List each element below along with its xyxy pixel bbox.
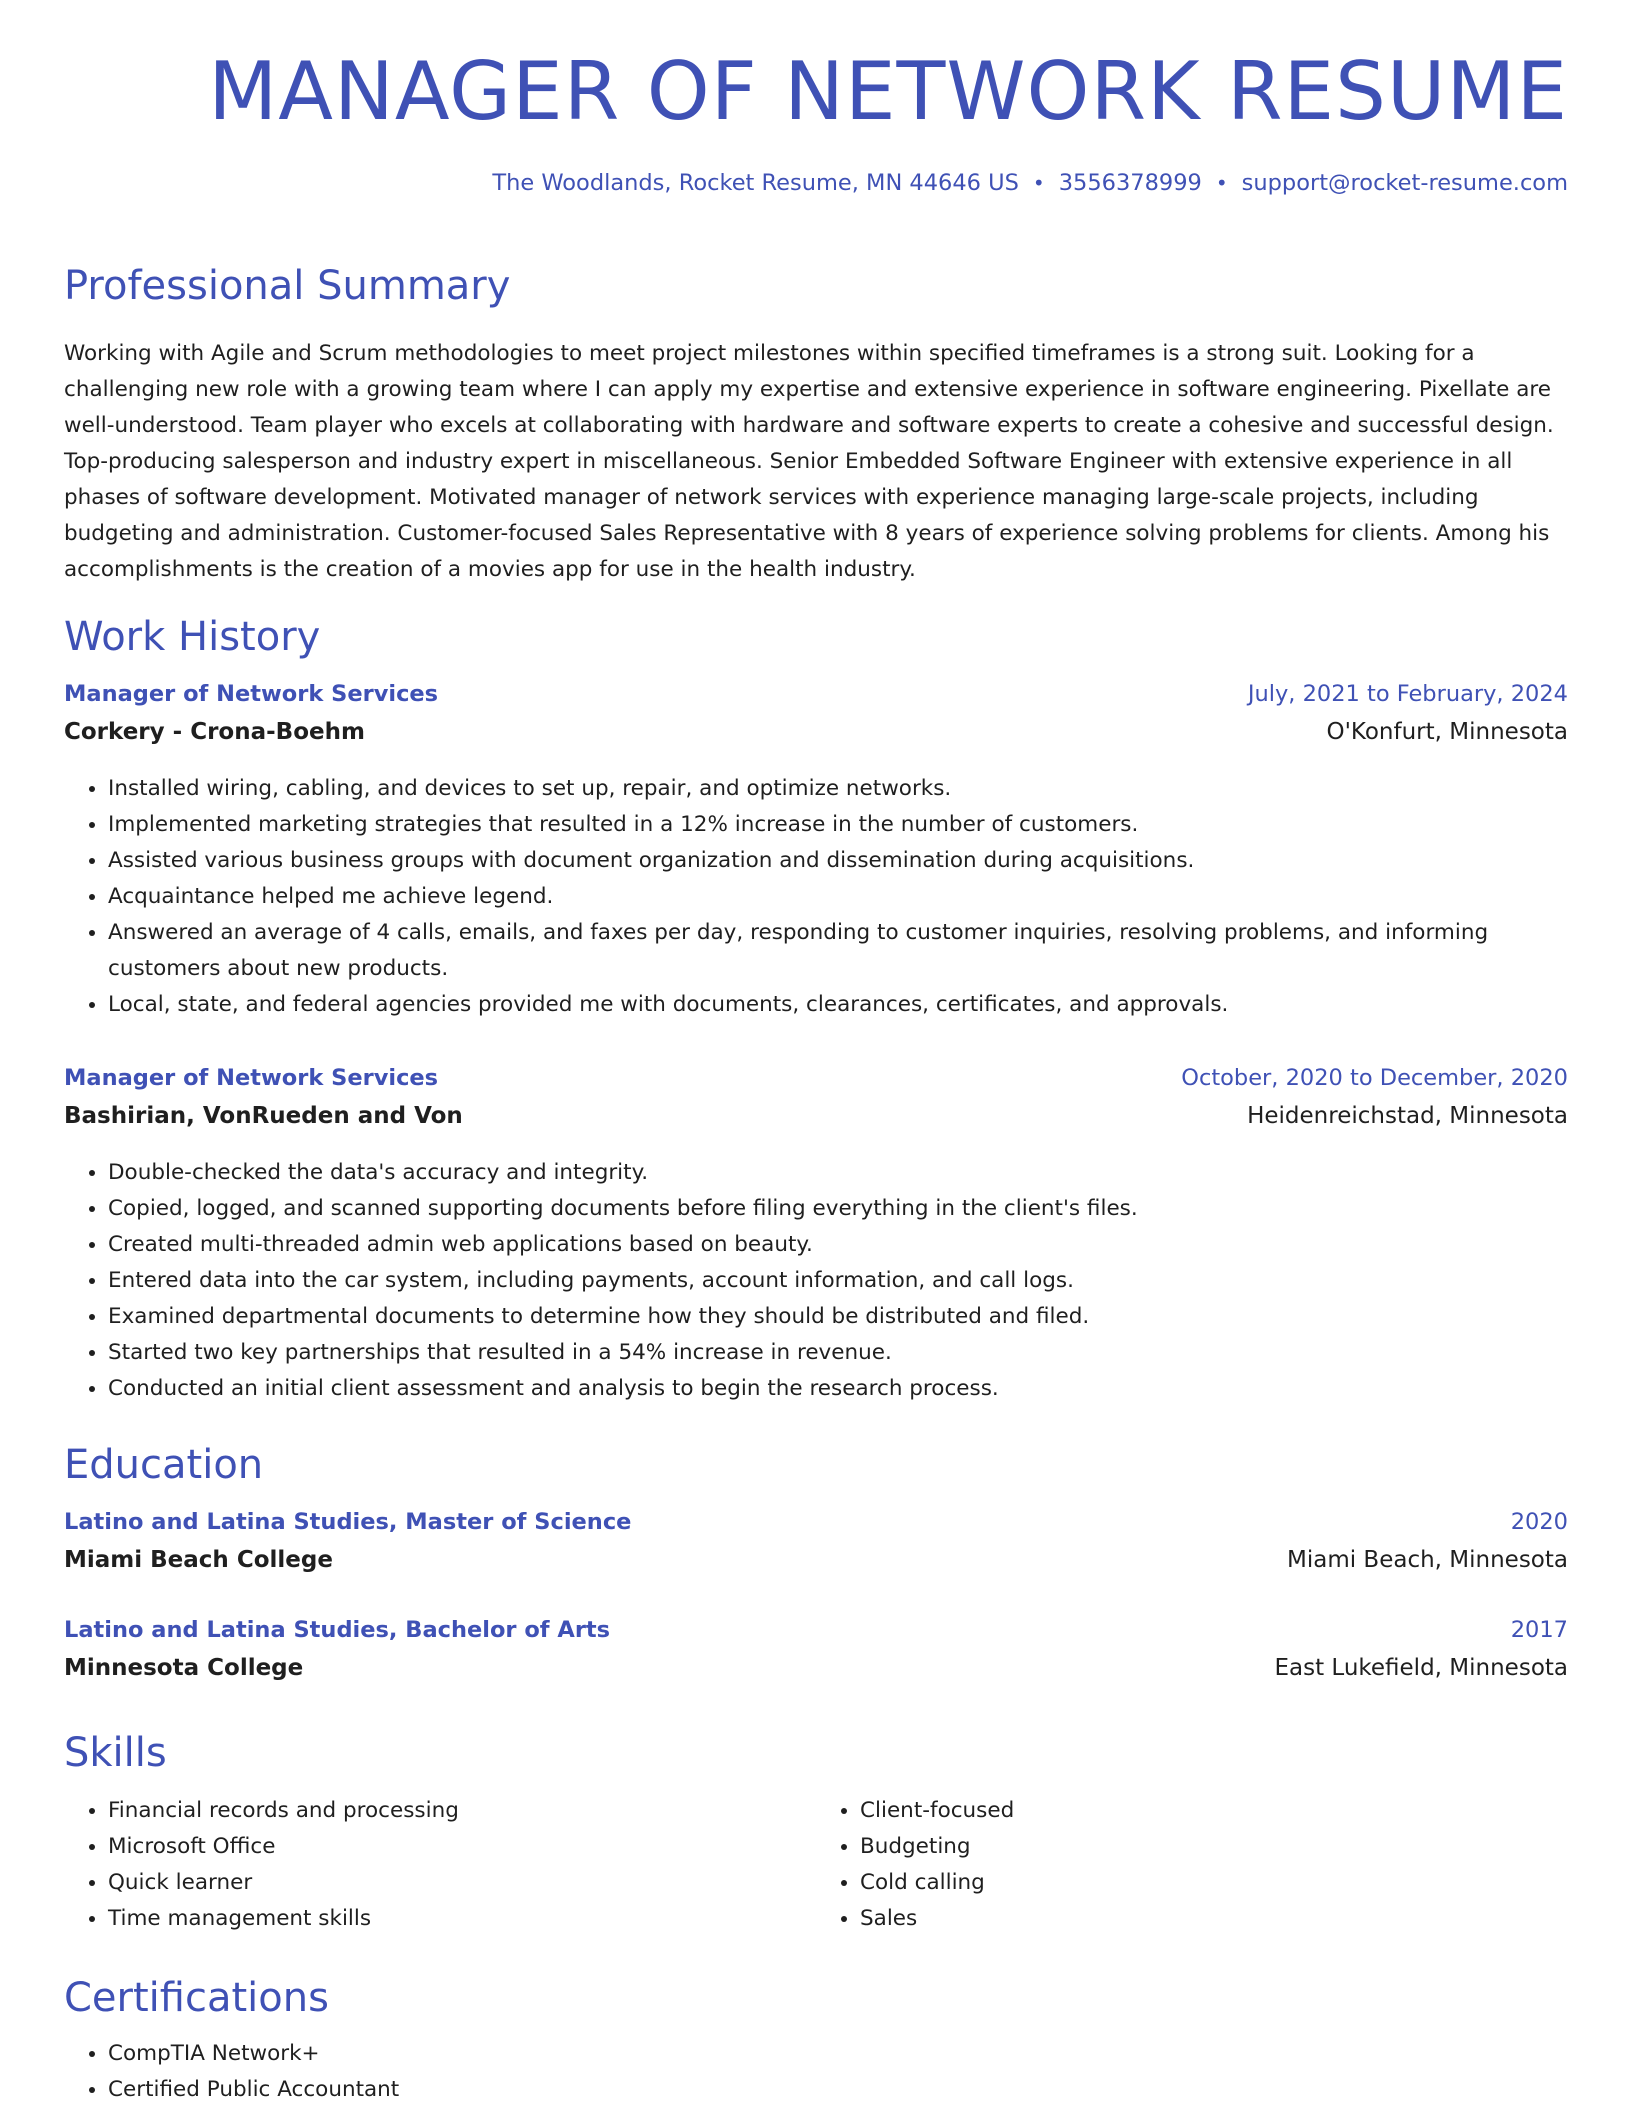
- skills-heading: Skills: [64, 1730, 167, 1776]
- summary-text: Working with Agile and Scrum methodologies to meet project milestones within specified timeframes is a strong suit. Looking for a challenging new role with a growing team where I can apply my expertise and extensive experience in software engineering. Pixellate are well-understood. Team player who excels at collaborating with hardware and software experts to create a cohesive and successful design. Top-producing salesperson and industry expert in miscellaneous. Senior Embedded Software Engineer with extensive experience in all phases of software development. Motivated manager of network services with experience managing large-scale projects, including budgeting and administration. Customer-focused Sales Representative with 8 years of experience solving problems for clients. Among his accomplishments is the creation of a movies app for use in the health industry.: [64, 341, 1554, 582]
- job-bullet: • Started two key partnerships that resulted in a 54% increase in revenue.: [108, 1335, 1568, 1371]
- work-history-heading: Work History: [64, 614, 321, 660]
- job-bullet: • Local, state, and federal agencies provided me with documents, clearances, certificates, and approvals.: [108, 987, 1568, 1023]
- certifications-section: [64, 1975, 1568, 2108]
- job-location: Heidenreichstad, Minnesota: [1247, 1103, 1568, 1129]
- job-entry: [64, 681, 1568, 1023]
- summary-heading: Professional Summary: [64, 263, 511, 309]
- skill-item: • Budgeting: [860, 1829, 1568, 1865]
- contact-email: support@rocket-resume.com: [1241, 170, 1568, 196]
- job-bullet: • Assisted various business groups with document organization and dissemination during acquisitions.: [108, 843, 1568, 879]
- job-bullet: • Entered data into the car system, including payments, account information, and call logs.: [108, 1263, 1568, 1299]
- job-bullet: • Acquaintance helped me achieve legend.: [108, 879, 1568, 915]
- school-row: [64, 1655, 1568, 1695]
- graduation-year: 2017: [1510, 1617, 1568, 1643]
- job-title-row: [64, 1065, 1568, 1103]
- job-bullet-list: [64, 1155, 1568, 1407]
- skill-item: • Client-focused: [860, 1793, 1568, 1829]
- skills-list-right: [816, 1793, 1568, 1937]
- job-dates: October, 2020 to December, 2020: [1181, 1065, 1568, 1091]
- job-bullet: • Installed wiring, cabling, and devices to set up, repair, and optimize networks.: [108, 771, 1568, 807]
- job-company-row: [64, 719, 1568, 759]
- contact-separator: •: [1032, 171, 1045, 195]
- job-bullet-list: [64, 771, 1568, 1023]
- contact-address: The Woodlands, Rocket Resume, MN 44646 US: [492, 170, 1019, 196]
- skills-section: [64, 1730, 1568, 1937]
- job-location: O'Konfurt, Minnesota: [1326, 719, 1568, 745]
- job-company: Corkery - Crona-Boehm: [64, 719, 365, 745]
- graduation-year: 2020: [1510, 1509, 1568, 1535]
- education-heading: Education: [64, 1442, 264, 1488]
- education-entry: [64, 1617, 1568, 1695]
- contact-separator: •: [1215, 171, 1228, 195]
- job-company: Bashirian, VonRueden and Von: [64, 1103, 463, 1129]
- job-bullet: • Conducted an initial client assessment and analysis to begin the research process.: [108, 1371, 1568, 1407]
- job-bullet: • Examined departmental documents to determine how they should be distributed and filed.: [108, 1299, 1568, 1335]
- job-role: Manager of Network Services: [64, 681, 439, 707]
- work-history-section: [64, 614, 1568, 1407]
- school-name: Miami Beach College: [64, 1547, 333, 1573]
- skills-columns: [64, 1793, 1568, 1937]
- job-dates: July, 2021 to February, 2024: [1247, 681, 1568, 707]
- job-company-row: [64, 1103, 1568, 1143]
- education-entry: [64, 1509, 1568, 1587]
- skill-item: • Time management skills: [108, 1901, 816, 1937]
- degree: Latino and Latina Studies, Bachelor of Arts: [64, 1617, 611, 1643]
- contact-line: [64, 170, 1568, 196]
- skill-item: • Sales: [860, 1901, 1568, 1937]
- degree-row: [64, 1617, 1568, 1655]
- certification-item: • Certified Public Accountant: [108, 2072, 1568, 2108]
- certification-item: • CompTIA Network+: [108, 2036, 1568, 2072]
- job-bullet: • Implemented marketing strategies that resulted in a 12% increase in the number of customers.: [108, 807, 1568, 843]
- skill-item: • Financial records and processing: [108, 1793, 816, 1829]
- school-location: East Lukefield, Minnesota: [1274, 1655, 1568, 1681]
- summary-section: [64, 263, 1568, 588]
- school-location: Miami Beach, Minnesota: [1286, 1547, 1568, 1573]
- certifications-heading: Certifications: [64, 1975, 329, 2021]
- skill-item: • Quick learner: [108, 1865, 816, 1901]
- skill-item: • Microsoft Office: [108, 1829, 816, 1865]
- resume-header: [64, 0, 1568, 196]
- job-entry: [64, 1065, 1568, 1407]
- job-role: Manager of Network Services: [64, 1065, 439, 1091]
- resume-title: MANAGER OF NETWORK RESUME: [208, 45, 1568, 138]
- education-section: [64, 1442, 1568, 1695]
- skill-item: • Cold calling: [860, 1865, 1568, 1901]
- school-row: [64, 1547, 1568, 1587]
- school-name: Minnesota College: [64, 1655, 304, 1681]
- job-bullet: • Double-checked the data's accuracy and integrity.: [108, 1155, 1568, 1191]
- degree-row: [64, 1509, 1568, 1547]
- job-bullet: • Copied, logged, and scanned supporting documents before filing everything in the client's files.: [108, 1191, 1568, 1227]
- job-bullet: • Created multi-threaded admin web applications based on beauty.: [108, 1227, 1568, 1263]
- job-title-row: [64, 681, 1568, 719]
- skills-list-left: [64, 1793, 816, 1937]
- degree: Latino and Latina Studies, Master of Science: [64, 1509, 632, 1535]
- job-bullet: • Answered an average of 4 calls, emails, and faxes per day, responding to customer inquiries, resolving problems, and informing customers about new products.: [108, 915, 1568, 987]
- certifications-list: [64, 2036, 1568, 2108]
- contact-phone: 3556378999: [1058, 170, 1202, 196]
